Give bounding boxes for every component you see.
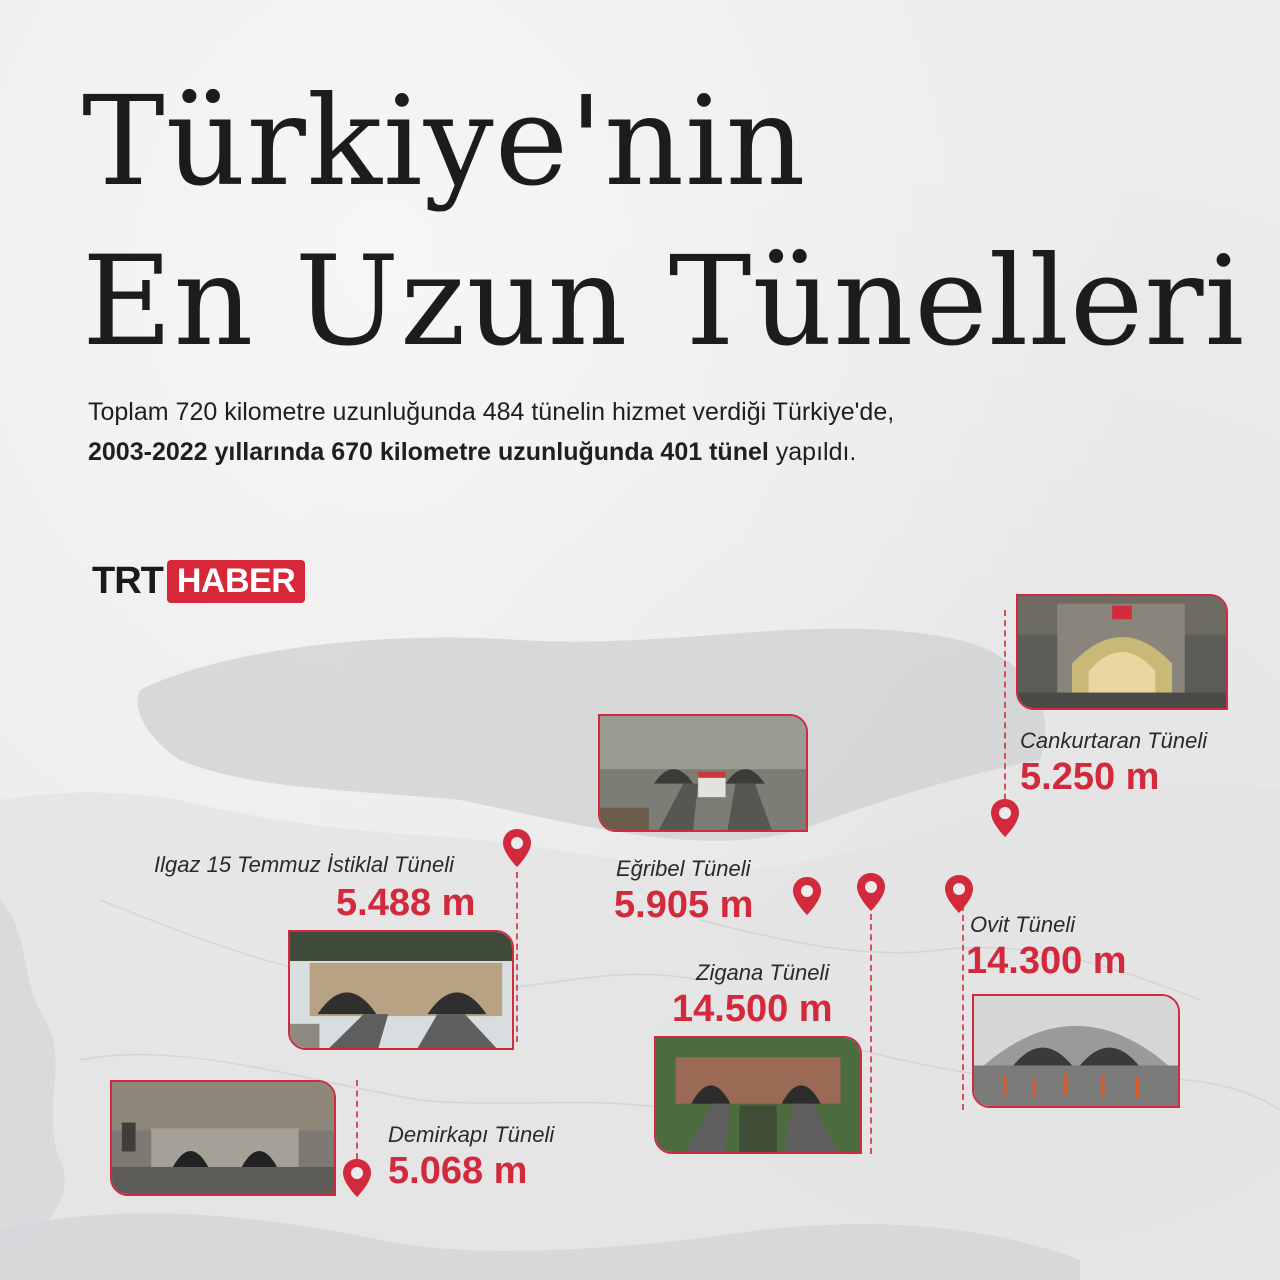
location-pin-icon — [342, 1158, 372, 1198]
location-pin-icon — [792, 876, 822, 916]
leader-zigana — [870, 914, 872, 1154]
black-sea — [137, 629, 1045, 841]
tunnel-name-cankurtaran: Cankurtaran Tüneli — [1020, 728, 1208, 753]
title-line-2: En Uzun Tünelleri — [82, 230, 1246, 374]
photo-demirkapi — [110, 1080, 336, 1196]
photo-cankurtaran — [1016, 594, 1228, 710]
tunnel-length-cankurtaran: 5.250 m — [1020, 756, 1160, 798]
tunnel-length-ovit: 14.300 m — [966, 940, 1127, 982]
tunnel-length-egribel: 5.905 m — [614, 884, 754, 926]
intro-rest: yapıldı. — [768, 438, 857, 466]
tunnel-name-egribel: Eğribel Tüneli — [616, 856, 751, 881]
title-line-1: Türkiye'nin — [82, 70, 807, 214]
photo-ilgaz — [288, 930, 514, 1050]
leader-ilgaz — [516, 872, 518, 1042]
trt-haber-logo — [92, 558, 305, 604]
location-pin-icon — [944, 874, 974, 914]
photo-zigana — [654, 1036, 862, 1154]
tunnel-name-ilgaz: Ilgaz 15 Temmuz İstiklal Tüneli — [154, 852, 454, 877]
logo-trt: TRT — [92, 559, 163, 602]
tunnel-length-zigana: 14.500 m — [672, 988, 833, 1030]
intro-line-2 — [88, 438, 856, 467]
intro-line-1: Toplam 720 kilometre uzunluğunda 484 tünelin hizmet verdiği Türkiye'de, — [88, 398, 895, 426]
tunnel-name-demirkapi: Demirkapı Tüneli — [388, 1122, 555, 1147]
photo-ovit — [972, 994, 1180, 1108]
leader-ovit — [962, 905, 964, 1110]
tunnel-length-demirkapi: 5.068 m — [388, 1150, 528, 1192]
logo-haber: HABER — [167, 560, 305, 603]
leader-cankurtaran — [1004, 610, 1006, 810]
tunnel-length-ilgaz: 5.488 m — [336, 882, 476, 924]
tunnel-name-zigana: Zigana Tüneli — [696, 960, 830, 985]
tunnel-name-ovit: Ovit Tüneli — [970, 912, 1076, 937]
location-pin-icon — [856, 872, 886, 912]
intro-highlight: 2003-2022 yıllarında 670 kilometre uzunluğunda 401 tünel — [88, 438, 769, 466]
location-pin-icon — [502, 828, 532, 868]
photo-egribel — [598, 714, 808, 832]
location-pin-icon — [990, 798, 1020, 838]
